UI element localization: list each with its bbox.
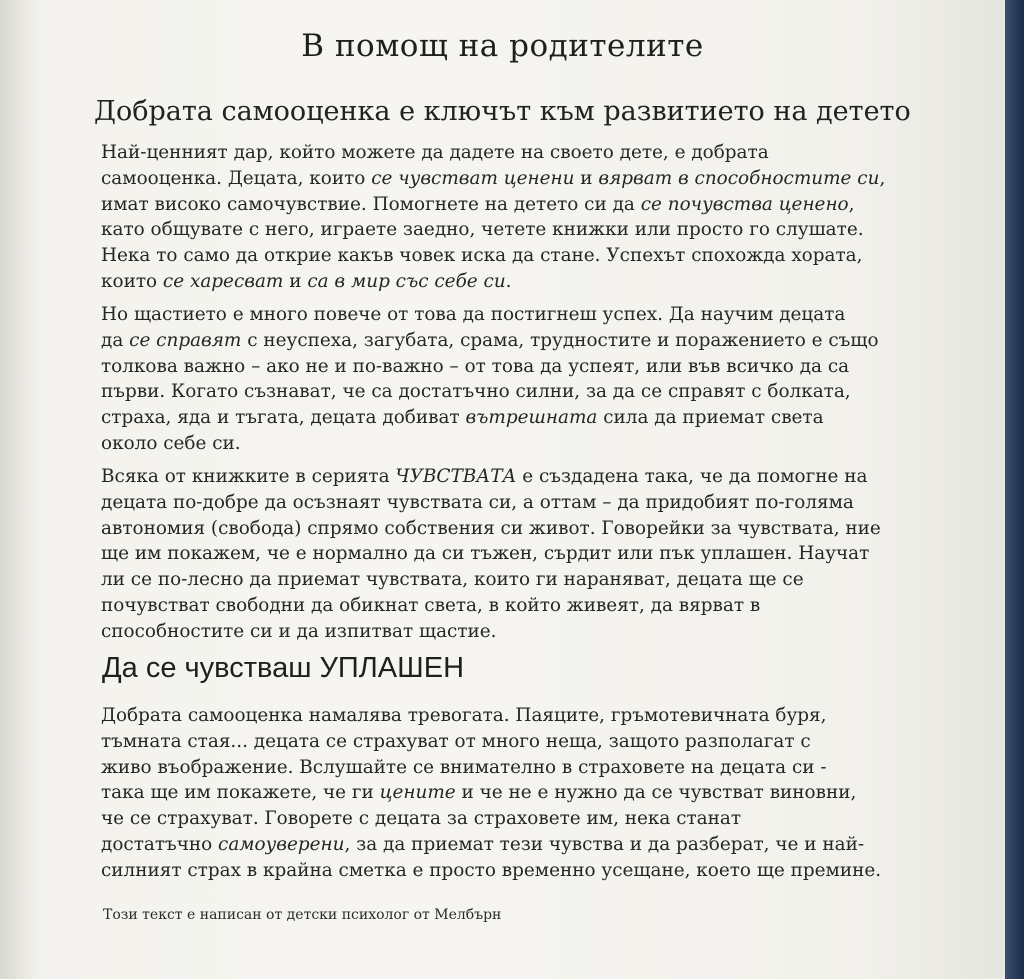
text-run: достатъчно bbox=[101, 833, 219, 855]
text-line: автономия (свобода) спрямо собствения си живот. Говорейки за чувствата, ние bbox=[101, 517, 881, 539]
text-run: и bbox=[574, 167, 599, 189]
text-run: Всяка от книжките в серията bbox=[101, 466, 396, 487]
text-line: толкова важно – ако не и по-важно – от това да успеят, или във всичко да са bbox=[101, 355, 850, 377]
text-line: почувстват свободни да обикнат света, в който живеят, да вярват в bbox=[101, 594, 761, 616]
text-run: е създадена така, че да помогне на bbox=[516, 466, 868, 487]
text-line bbox=[101, 780, 961, 806]
paragraph-1 bbox=[101, 140, 961, 295]
text-line: способностите си и да изпитват щастие. bbox=[101, 620, 497, 642]
italic-phrase: са в мир със себе си bbox=[307, 270, 506, 292]
text-run: така ще им покажете, че ги bbox=[101, 782, 380, 804]
text-line: че се страхуват. Говорете с децата за страховете им, нека станат bbox=[101, 808, 742, 830]
text-run: сила да приемат света bbox=[597, 407, 824, 429]
italic-phrase: се харесват bbox=[162, 270, 284, 292]
text-line bbox=[101, 405, 961, 431]
text-run: да bbox=[101, 329, 130, 351]
text-run: . bbox=[505, 270, 512, 292]
italic-phrase: самоуверени bbox=[218, 833, 345, 855]
text-line: като общувате с него, играете заедно, четете книжки или просто го слушате. bbox=[101, 219, 864, 241]
text-line: децата по-добре да осъзнаят чувствата си, а оттам – да придобият по-голяма bbox=[101, 491, 854, 513]
text-line bbox=[101, 832, 961, 858]
text-run: и че не е нужно да се чувстват виновни, bbox=[455, 782, 857, 804]
text-line: Добрата самооценка намалява тревогата. Паяците, гръмотевичната буря, bbox=[101, 705, 827, 726]
italic-phrase: вярват в способностите си bbox=[598, 167, 880, 189]
text-line bbox=[101, 464, 961, 490]
page-fold-shadow bbox=[0, 0, 40, 979]
text-run: с неуспеха, загубата, срама, трудностите и поражението е също bbox=[241, 329, 879, 351]
text-line: Но щастието е много повече от това да постигнеш успех. Да научим децата bbox=[101, 304, 846, 325]
text-line bbox=[101, 269, 961, 295]
page-title: В помощ на родителите bbox=[301, 28, 704, 64]
text-line: Нека то само да открие какъв човек иска да стане. Успехът спохожда хората, bbox=[101, 245, 863, 267]
italic-phrase: се справят bbox=[129, 329, 242, 351]
text-line: ще им покажем, че е нормално да си тъжен, сърдит или пък уплашен. Научат bbox=[101, 543, 870, 565]
text-line: тъмната стая... децата се страхуват от много неща, защото разполагат с bbox=[101, 730, 811, 752]
italic-phrase: цените bbox=[379, 782, 456, 804]
text-run: и bbox=[283, 270, 308, 292]
text-line: силният страх в крайна сметка е просто временно усещане, което ще премине. bbox=[101, 859, 882, 881]
italic-phrase: вътрешната bbox=[465, 407, 598, 429]
text-run: които bbox=[101, 270, 163, 292]
section-heading-self-esteem: Добрата самооценка е ключът към развитието на детето bbox=[94, 96, 911, 127]
text-run: страха, яда и тъгата, децата добиват bbox=[101, 407, 466, 429]
text-line: Най-ценният дар, който можете да дадете на своето дете, е добрата bbox=[101, 142, 769, 163]
text-line bbox=[101, 192, 961, 218]
text-run: , за да приемат тези чувства и да разберат, че и най- bbox=[344, 833, 865, 855]
text-line: ли се по-лесно да приемат чувствата, които ги нараняват, децата ще се bbox=[101, 569, 804, 591]
paragraph-2 bbox=[101, 302, 961, 457]
text-run: , bbox=[879, 167, 886, 189]
text-line bbox=[101, 166, 961, 192]
text-line: живо въображение. Вслушайте се внимателно в страховете на децата си - bbox=[101, 756, 827, 778]
text-line: около себе си. bbox=[101, 432, 241, 454]
text-run: имат високо самочувствие. Помогнете на детето си да bbox=[101, 193, 641, 215]
paragraph-4 bbox=[101, 703, 961, 884]
italic-phrase: се чувстват ценени bbox=[371, 167, 575, 189]
footer-note: Този текст е написан от детски психолог от Мелбърн bbox=[103, 907, 502, 923]
text-line: първи. Когато съзнават, че са достатъчно силни, за да се справят с болката, bbox=[101, 381, 851, 403]
paragraph-3 bbox=[101, 464, 961, 645]
section-heading-scared: Да се чувстваш УПЛАШЕН bbox=[102, 652, 465, 684]
series-name: ЧУВСТВАТА bbox=[395, 466, 517, 487]
text-run: , bbox=[848, 193, 855, 215]
book-cover-edge bbox=[1005, 0, 1024, 979]
text-run: самооценка. Децата, които bbox=[101, 167, 372, 189]
italic-phrase: се почувства ценено bbox=[640, 193, 849, 215]
text-line bbox=[101, 328, 961, 354]
